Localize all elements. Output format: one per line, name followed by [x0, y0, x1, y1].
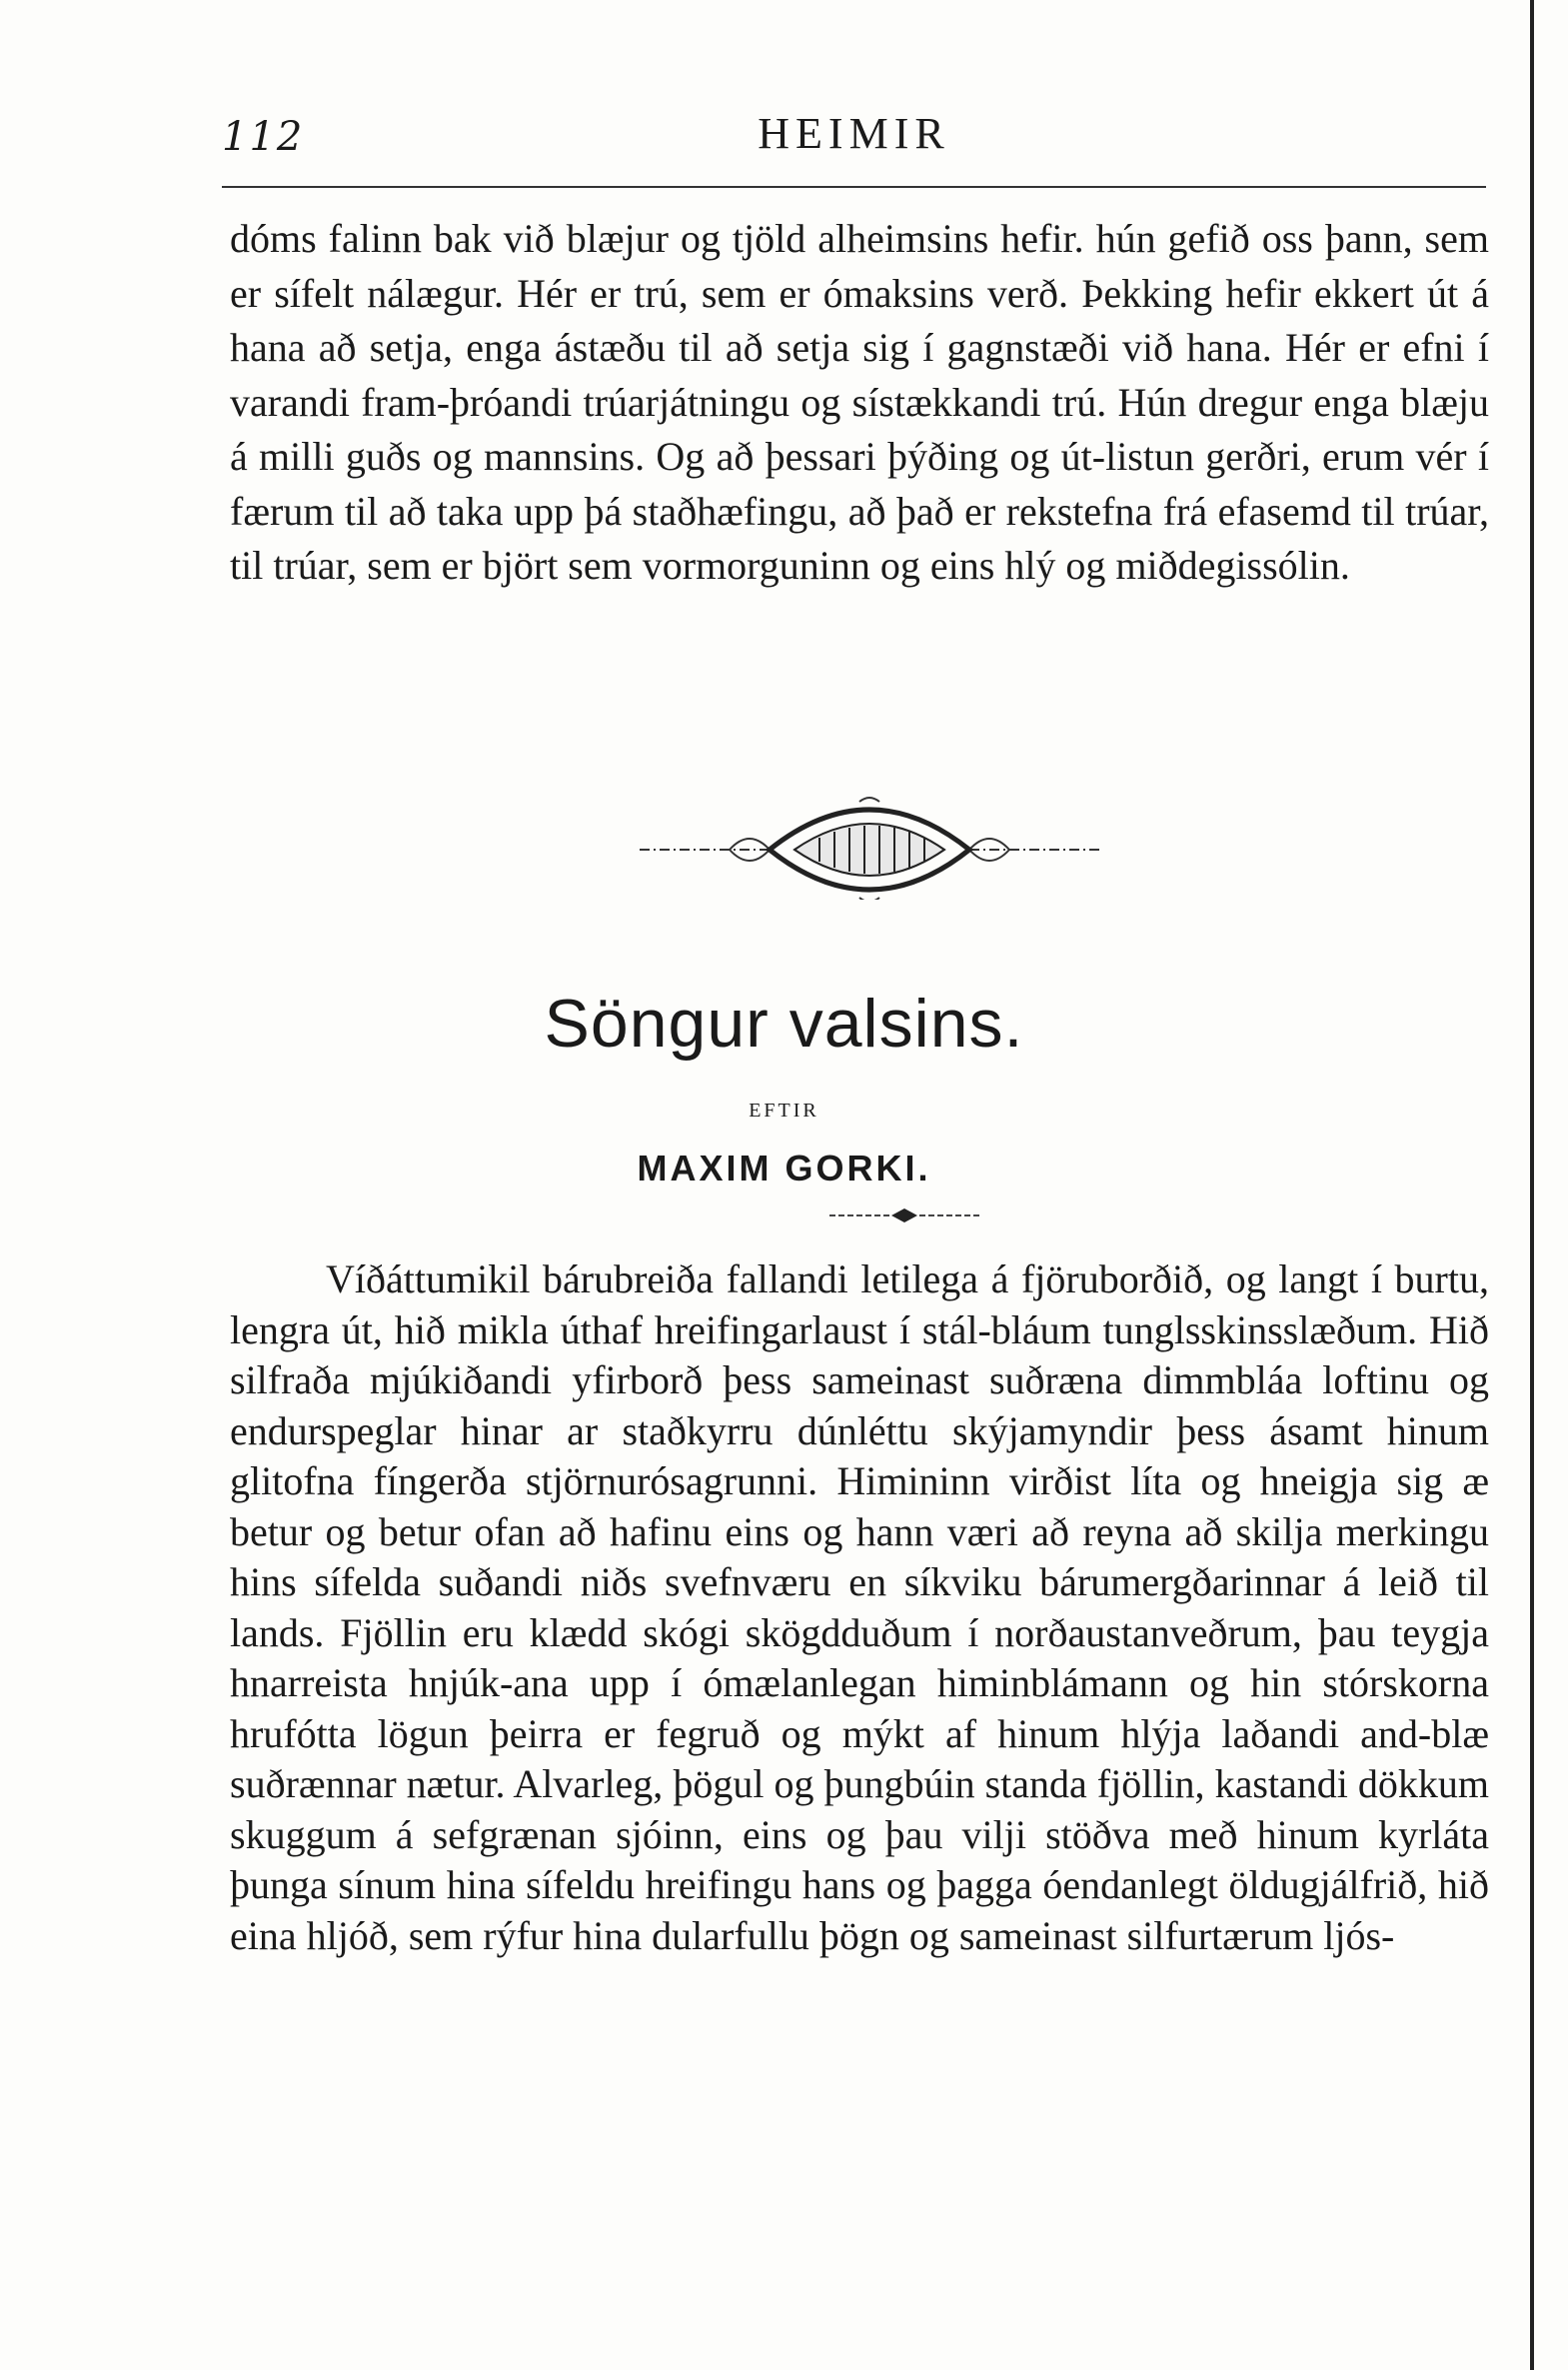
page-number: 112 — [222, 114, 305, 160]
author-name: MAXIM GORKI. — [637, 1148, 931, 1188]
story-body — [230, 1254, 1489, 1961]
running-title: HEIMIR — [758, 109, 950, 158]
paragraph-top: dóms falinn bak við blæjur og tjöld alheimsins hefir. hún gefið oss þann, sem er sífelt nálægur. Hér er trú, sem er ómaksins verð. Þekking hefir ekkert út á hana að setja, enga ástæðu til að setja sig í gagnstæði við hana. Hér er efni í varandi fram-þróandi trúarjátningu og sístækkandi trú. Hún dregur enga blæju á milli guðs og mannsins. Og að þessari þýðing og út-listun gerðri, erum vér í færum til að taka upp þá staðhæfingu, að það er rekstefna frá efasemd til trúar, til trúar, sem er björt sem vormorguninn og eins hlý og miðdegissólin. — [230, 216, 1489, 588]
continued-text — [230, 212, 1489, 594]
diamond-divider-icon — [829, 1205, 979, 1225]
paragraph-story: Víðáttumikil bárubreiða fallandi letilega á fjöruborðið, og langt í burtu, lengra út, hið mikla úthaf hreifingarlaust í stál-bláum tunglsskinsslæðum. Hið silfraða mjúkiðandi yfirborð þess sameinast suðræna dimmbláa loftinu og endurspeglar hinar ar staðkyrru dúnléttu skýjamyndir þess ásamt hinum glitofna fíngerða stjörnurósagrunni. Himininn virðist líta og hneigja sig æ betur og betur ofan að hafinu eins og hann væri að reyna að skilja merkingu hins sífelda suðandi niðs svefnværu en síkviku bárumergðarinnar á leið til lands. Fjöllin eru klædd skógi skögdduðum í norðaustanveðrum, þau teygja hnarreista hnjúk-ana upp í ómælanlegan himinblámann og hin stórskorna hrufótta lögun þeirra er fegruð og mýkt af hinum hlýja laðandi and-blæ suðrænnar nætur. Alvarleg, þögul og þungbúin standa fjöllin, kastandi dökkum skuggum á sefgrænan sjóinn, eins og þau vilji stöðva með hinum kyrláta þunga sínum hina sífeldu hreifingu hans og þagga óendanlegt öldugjálfrið, hið eina hljóð, sem rýfur hina dularfullu þögn og sameinast silfurtærum ljós- — [230, 1256, 1489, 1958]
ornamental-scroll-icon — [620, 790, 1119, 900]
byline-prefix: EFTIR — [749, 1100, 819, 1122]
header-rule — [222, 186, 1486, 188]
running-header — [222, 108, 1486, 168]
story-title: Söngur valsins. — [544, 986, 1024, 1062]
